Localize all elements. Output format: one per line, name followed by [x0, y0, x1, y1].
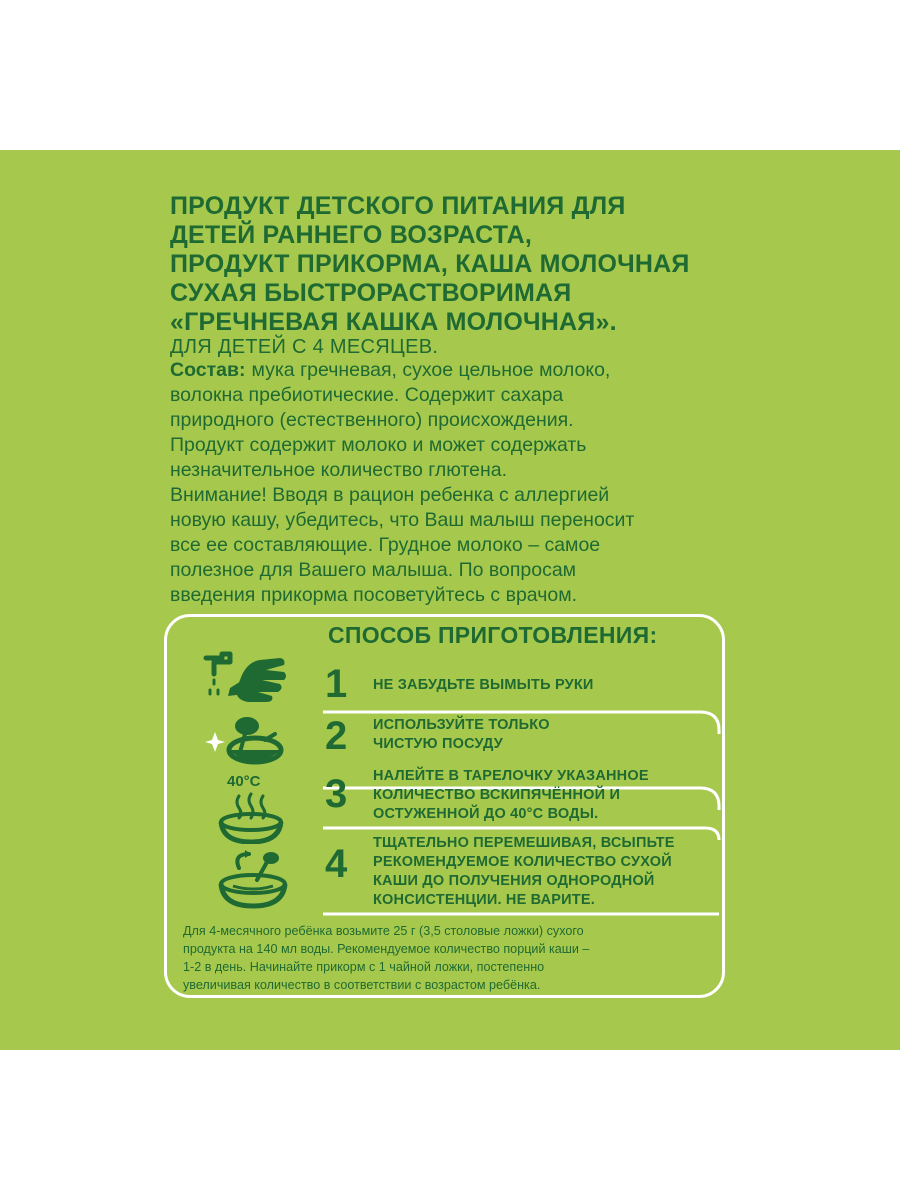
step-number-2: 2 [325, 714, 348, 758]
title-line: СУХАЯ БЫСТРОРАСТВОРИМАЯ [170, 279, 572, 307]
composition-line: природного (естественного) происхождения. [170, 409, 574, 431]
hand-washing-icon [200, 650, 290, 708]
warm-water-bowl-icon [215, 792, 285, 844]
warning-line: введения прикорма посоветуйтесь с врачом. [170, 584, 578, 606]
step-text-1 [373, 676, 594, 695]
step-line: НЕ ЗАБУДЬТЕ ВЫМЫТЬ РУКИ [373, 677, 594, 693]
age-label: ДЛЯ ДЕТЕЙ С 4 МЕСЯЦЕВ. [170, 336, 439, 358]
composition-line: мука гречневая, сухое цельное молоко, [251, 359, 611, 381]
title-line: ПРОДУКТ ДЕТСКОГО ПИТАНИЯ ДЛЯ [170, 192, 626, 220]
note-line: продукта на 140 мл воды. Рекомендуемое количество порций каши – [183, 942, 590, 956]
product-title [170, 192, 750, 337]
step-text-2 [373, 716, 550, 754]
preparation-title: СПОСОБ ПРИГОТОВЛЕНИЯ: [328, 622, 658, 648]
step-line: ЧИСТУЮ ПОСУДУ [373, 736, 503, 752]
stirring-bowl-icon [213, 848, 293, 910]
step-line: КАШИ ДО ПОЛУЧЕНИЯ ОДНОРОДНОЙ [373, 873, 655, 889]
step-text-3 [373, 767, 649, 824]
step-number-3: 3 [325, 772, 348, 816]
dosage-note [183, 922, 713, 994]
note-line: Для 4-месячного ребёнка возьмите 25 г (3,5 столовые ложки) сухого [183, 924, 584, 938]
step-line: ИСПОЛЬЗУЙТЕ ТОЛЬКО [373, 717, 550, 733]
step-line: ТЩАТЕЛЬНО ПЕРЕМЕШИВАЯ, ВСЫПЬТЕ [373, 835, 675, 851]
step-line: РЕКОМЕНДУЕМОЕ КОЛИЧЕСТВО СУХОЙ [373, 854, 672, 870]
step-line: НАЛЕЙТЕ В ТАРЕЛОЧКУ УКАЗАННОЕ [373, 768, 649, 784]
clean-dish-icon [205, 712, 285, 772]
step-line: КОНСИСТЕНЦИИ. НЕ ВАРИТЕ. [373, 892, 595, 908]
composition-label: Состав: [170, 359, 246, 381]
title-line: ДЕТЕЙ РАННЕГО ВОЗРАСТА, [170, 221, 533, 249]
step-number-1: 1 [325, 662, 348, 706]
step-line: КОЛИЧЕСТВО ВСКИПЯЧЁННОЙ И [373, 787, 621, 803]
note-line: увеличивая количество в соответствии с возрастом ребёнка. [183, 978, 541, 992]
step-text-4 [373, 834, 713, 910]
warning-line: полезное для Вашего малыша. По вопросам [170, 559, 577, 581]
step-number-4: 4 [325, 842, 348, 886]
title-line: «ГРЕЧНЕВАЯ КАШКА МОЛОЧНАЯ». [170, 308, 617, 336]
step-line: ОСТУЖЕННОЙ ДО 40°С ВОДЫ. [373, 806, 599, 822]
composition-line: Продукт содержит молоко и может содержать [170, 434, 587, 456]
warning-line: Внимание! Вводя в рацион ребенка с аллергией [170, 484, 610, 506]
warning-line: все ее составляющие. Грудное молоко – самое [170, 534, 601, 556]
note-line: 1-2 в день. Начинайте прикорм с 1 чайной ложки, постепенно [183, 960, 545, 974]
title-line: ПРОДУКТ ПРИКОРМА, КАША МОЛОЧНАЯ [170, 250, 690, 278]
composition-line: волокна пребиотические. Содержит сахара [170, 384, 564, 406]
composition-block [170, 358, 730, 608]
composition-line: незначительное количество глютена. [170, 459, 508, 481]
temperature-label: 40°C [227, 773, 261, 790]
warning-line: новую кашу, убедитесь, что Ваш малыш переносит [170, 509, 635, 531]
